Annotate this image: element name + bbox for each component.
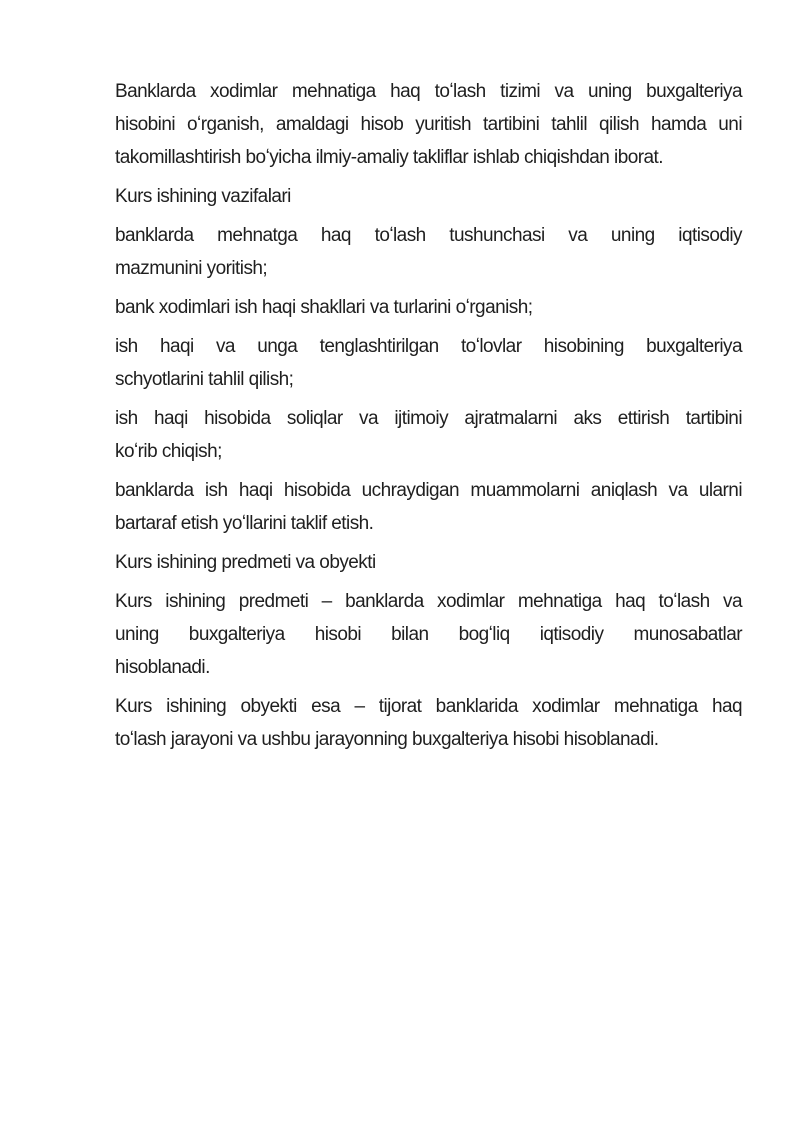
text-line: mazmunini yoritish; [115, 258, 268, 279]
text-line: Kurs ishining predmeti va obyekti [115, 552, 376, 573]
paragraph [115, 474, 742, 540]
text-line: uning buxgalteriya hisobi bilan bogʻliq iqtisodiy munosabatlar [115, 624, 742, 645]
text-line: hisobini oʻrganish, amaldagi hisob yuritish tartibini tahlil qilish hamda uni [115, 114, 742, 135]
text-line: ish haqi va unga tenglashtirilgan toʻlovlar hisobining buxgalteriya [115, 336, 742, 357]
text-line: hisoblanadi. [115, 657, 210, 678]
text-line: schyotlarini tahlil qilish; [115, 369, 294, 390]
text-line: takomillashtirish boʻyicha ilmiy-amaliy takliflar ishlab chiqishdan iborat. [115, 147, 663, 168]
text-line: toʻlash jarayoni va ushbu jarayonning buxgalteriya hisobi hisoblanadi. [115, 729, 659, 750]
text-line: bartaraf etish yoʻllarini taklif etish. [115, 513, 374, 534]
text-line: Kurs ishining predmeti – banklarda xodimlar mehnatiga haq toʻlash va [115, 591, 742, 612]
text-line: Banklarda xodimlar mehnatiga haq toʻlash tizimi va uning buxgalteriya [115, 81, 742, 102]
text-line: bank xodimlari ish haqi shakllari va turlarini oʻrganish; [115, 297, 533, 318]
paragraph-heading [115, 180, 742, 213]
text-line: Kurs ishining obyekti esa – tijorat banklarida xodimlar mehnatiga haq [115, 696, 742, 717]
text-line: Kurs ishining vazifalari [115, 186, 291, 207]
text-line: banklarda mehnatga haq toʻlash tushunchasi va uning iqtisodiy [115, 225, 742, 246]
paragraph-heading [115, 546, 742, 579]
text-line: ish haqi hisobida soliqlar va ijtimoiy ajratmalarni aks ettirish tartibini [115, 408, 742, 429]
paragraph [115, 75, 742, 174]
paragraph [115, 291, 742, 324]
paragraph [115, 690, 742, 756]
paragraph [115, 585, 742, 684]
text-line: koʻrib chiqish; [115, 441, 222, 462]
paragraph [115, 330, 742, 396]
paragraph [115, 402, 742, 468]
paragraph [115, 219, 742, 285]
text-line: banklarda ish haqi hisobida uchraydigan muammolarni aniqlash va ularni [115, 480, 742, 501]
